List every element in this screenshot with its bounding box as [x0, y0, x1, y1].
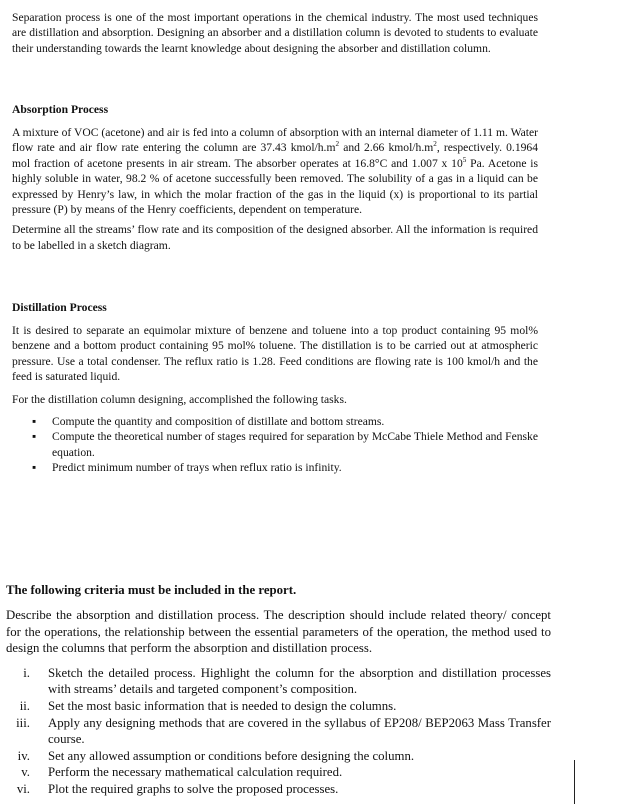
- item-text: Apply any designing methods that are covered in the syllabus of EP208/ BEP2063 Mass Transfer course.: [48, 715, 551, 747]
- list-item: [12, 460, 538, 475]
- absorption-heading: Absorption Process: [12, 103, 109, 116]
- task-text: Predict minimum number of trays when reflux ratio is infinity.: [52, 461, 342, 475]
- text-cursor-line: [574, 760, 575, 804]
- criteria-list: [6, 665, 551, 798]
- item-text: Perform the necessary mathematical calculation required.: [48, 765, 343, 780]
- absorption-paragraph-1: [12, 125, 538, 217]
- absorption-paragraph-2: Determine all the streams’ flow rate and its composition of the designed absorber. All the information is required to be labelled in a sketch diagram.: [12, 223, 538, 252]
- item-number: iii.: [16, 715, 30, 730]
- item-number: iv.: [17, 748, 30, 763]
- task-text: Compute the quantity and composition of distillate and bottom streams.: [52, 415, 385, 429]
- item-number: vi.: [16, 781, 30, 796]
- absorption-text-a: A mixture of VOC (acetone) and air is fed into a column of absorption with an internal diameter of 1.11 m. Water flow rate and air flow rate entering the column are 37.43 kmol/h.m: [12, 126, 538, 155]
- bullet-icon: ▪: [32, 430, 37, 444]
- absorption-text-d: Pa. Acetone is highly soluble in water, 98.2 % of acetone successfully been removed. The solubility of a gas in a liquid can be expressed by Henry’s law, in which the molar fraction of the gas in the liquid (x) is proportional to its partial pressure (P) by means of the Henry coefficients, dependent on temperature.: [12, 156, 539, 217]
- superscript: 2: [335, 140, 340, 149]
- distillation-paragraph-2: For the distillation column designing, accomplished the following tasks.: [12, 392, 347, 406]
- item-text: Plot the required graphs to solve the proposed processes.: [48, 781, 339, 796]
- item-number: ii.: [19, 698, 30, 713]
- absorption-text-c: , respectively. 0.1964 mol fraction of acetone presents in air stream. The absorber operates at 16.8°C and 1.007 x 10: [12, 141, 539, 170]
- intro-text: Separation process is one of the most important operations in the chemical industry. The most used techniques are distillation and absorption. Designing an absorber and a distillation column is devoted to students to evaluate their understanding towards the learnt knowledge about designing the absorber and distillation column.: [12, 11, 538, 55]
- criteria-description: Describe the absorption and distillation process. The description should include related theory/ concept for the operations, the relationship between the essential parameters of the operation, the method used to design the columns that perform the absorption and distillation process.: [6, 608, 551, 656]
- item-text: Set the most basic information that is needed to design the columns.: [48, 698, 397, 713]
- list-item: [6, 665, 551, 698]
- superscript: 2: [433, 140, 437, 149]
- distillation-heading: Distillation Process: [12, 301, 107, 314]
- list-item: [12, 414, 538, 429]
- bullet-icon: ▪: [32, 461, 37, 475]
- intro-paragraph: [12, 10, 538, 56]
- item-text: Set any allowed assumption or conditions before designing the column.: [48, 748, 415, 763]
- task-text: Compute the theoretical number of stages required for separation by McCabe Thiele Method and Fenske equation.: [52, 430, 538, 459]
- list-item: [6, 698, 551, 715]
- criteria-section: [6, 607, 551, 798]
- list-item: [6, 715, 551, 748]
- list-item: [12, 429, 538, 460]
- superscript: 5: [462, 155, 467, 164]
- task-list: [12, 414, 538, 476]
- distillation-paragraph-1: It is desired to separate an equimolar mixture of benzene and toluene into a top product containing 95 mol% benzene and a bottom product containing 95 mol% toluene. The distillation is to be carried out at atmospheric pressure. Use a total condenser. The reflux ratio is 1.28. Feed conditions are flowing rate is 100 kmol/h and the feed is saturated liquid.: [12, 324, 538, 384]
- absorption-section: [12, 125, 538, 253]
- absorption-text-b: and 2.66 kmol/h.m: [339, 141, 434, 155]
- item-text: Sketch the detailed process. Highlight the column for the absorption and distillation processes with streams’ details and targeted component’s composition.: [48, 665, 551, 697]
- item-number: i.: [23, 665, 30, 680]
- item-number: v.: [21, 765, 30, 780]
- list-item: [6, 764, 551, 781]
- list-item: [6, 781, 551, 798]
- criteria-heading: The following criteria must be included in the report.: [6, 583, 297, 597]
- list-item: [6, 748, 551, 765]
- distillation-section: [12, 323, 538, 476]
- bullet-icon: ▪: [32, 415, 37, 429]
